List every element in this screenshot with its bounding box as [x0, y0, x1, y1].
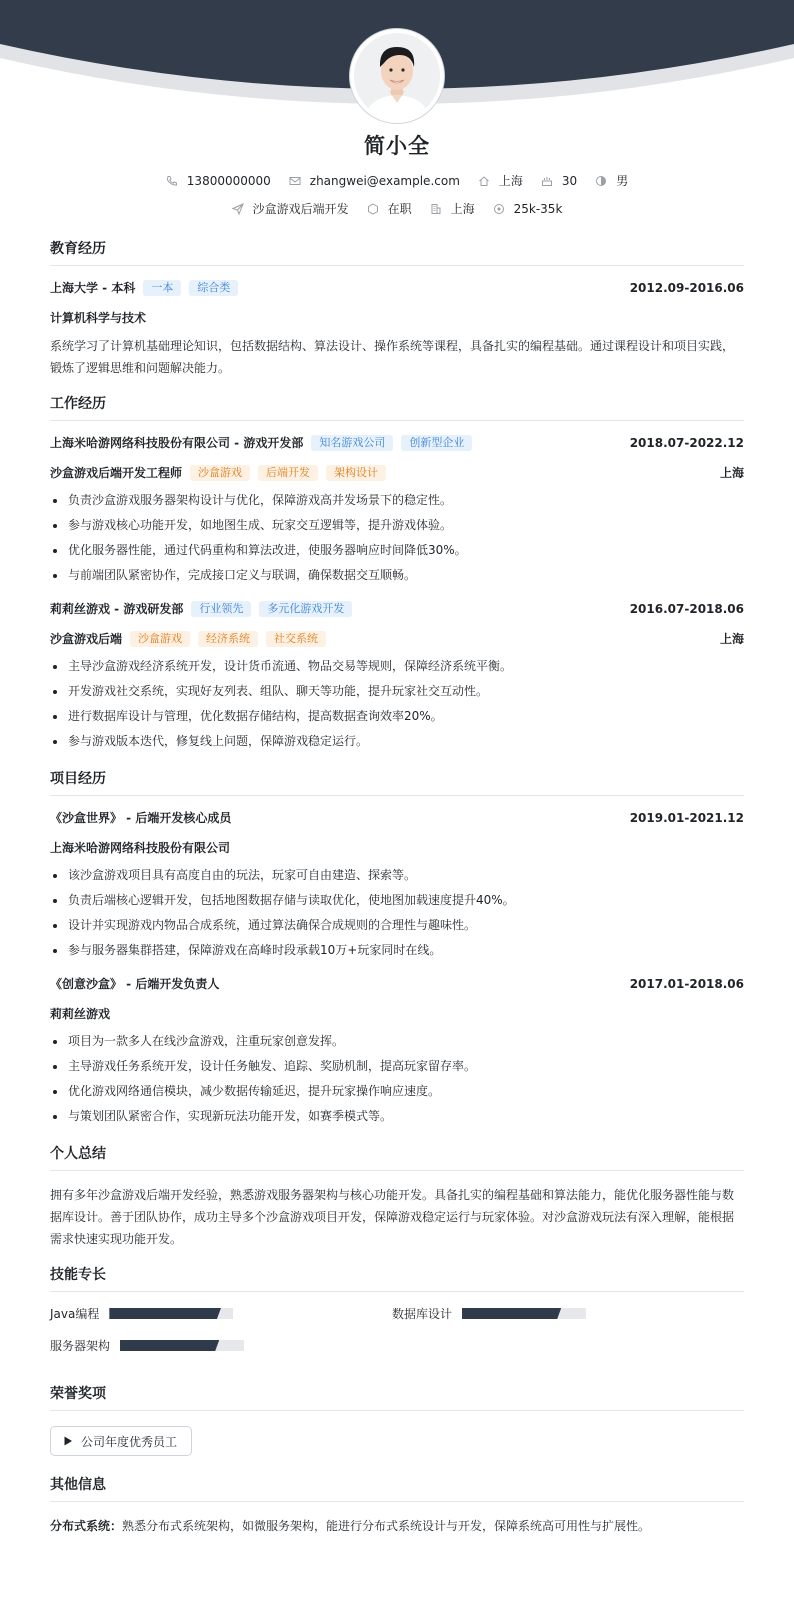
other-section: [50, 1474, 744, 1537]
skill-bar: [109, 1308, 233, 1319]
summary-text: 拥有多年沙盒游戏后端开发经验，熟悉游戏服务器架构与核心功能开发。具备扎实的编程基础和算法能力，能优化服务器性能与数据库设计。善于团队协作，成功主导多个沙盒游戏项目开发，保障游戏稳定运行与玩家体验。对沙盒游戏玩法有深入理解，能根据需求快速实现功能开发。: [50, 1188, 735, 1246]
section-title-education: 教育经历: [50, 238, 744, 266]
company-tag: 知名游戏公司: [311, 435, 393, 451]
avatar: [349, 28, 445, 124]
projects-section: [50, 768, 744, 1129]
work-bullets: [50, 488, 744, 588]
list-item: 项目为一款多人在线沙盒游戏，注重玩家创意发挥。: [50, 1029, 744, 1054]
age-item: [541, 174, 577, 188]
project-title: 《创意沙盒》 - 后端开发负责人: [50, 977, 220, 991]
work-period: 2018.07-2022.12: [629, 436, 744, 450]
age-text: 30: [561, 173, 578, 188]
other-key: 分布式系统：: [50, 1519, 123, 1533]
skill-bar-fill: [109, 1308, 221, 1319]
cake-icon: [541, 175, 553, 187]
award-label: 公司年度优秀员工: [81, 1434, 178, 1449]
company-tag: 行业领先: [191, 601, 251, 617]
contact-row: [0, 172, 794, 189]
project-org: 莉莉丝游戏: [50, 1007, 111, 1021]
project-entry: [50, 975, 744, 1129]
work-city: 上海: [719, 466, 744, 480]
skill-item: [392, 1305, 586, 1322]
skill-bar: [462, 1308, 586, 1319]
target-job-item: [232, 200, 349, 217]
list-item: 进行数据库设计与管理，优化数据存储结构，提高数据查询效率20%。: [50, 704, 744, 729]
job-role: 沙盒游戏后端开发工程师: [50, 466, 183, 480]
role-tag: 沙盒游戏: [190, 465, 250, 481]
skill-bar-fill: [120, 1340, 219, 1351]
project-bullets: [50, 1029, 744, 1129]
project-title: 《沙盒世界》 - 后端开发核心成员: [50, 811, 232, 825]
work-city: 上海: [719, 632, 744, 646]
education-period: 2012.09-2016.06: [629, 281, 744, 295]
list-item: 与策划团队紧密合作，实现新玩法功能开发，如赛季模式等。: [50, 1104, 744, 1129]
gender-text: 男: [616, 174, 629, 188]
project-period: 2017.01-2018.06: [629, 977, 744, 991]
role-tag: 社交系统: [266, 631, 326, 647]
company-tag: 多元化游戏开发: [259, 601, 352, 617]
work-entry: [50, 600, 744, 754]
major-line: [50, 309, 744, 327]
role-tag: 架构设计: [326, 465, 386, 481]
list-item: 优化游戏网络通信模块，减少数据传输延迟，提升玩家操作响应速度。: [50, 1079, 744, 1104]
building-icon: [430, 203, 442, 215]
phone-icon: [166, 175, 178, 187]
school-name: 上海大学 - 本科: [50, 281, 136, 295]
list-item: 参与服务器集群搭建，保障游戏在高峰时段承载10万+玩家同时在线。: [50, 938, 744, 963]
work-entry: [50, 434, 744, 588]
skill-name: Java编程: [50, 1307, 100, 1321]
section-title-summary: 个人总结: [50, 1143, 744, 1171]
list-item: 主导沙盒游戏经济系统开发，设计货币流通、物品交易等规则，保障经济系统平衡。: [50, 654, 744, 679]
email-text: zhangwei@example.com: [309, 173, 460, 188]
list-item: 参与游戏版本迭代，修复线上问题，保障游戏稳定运行。: [50, 729, 744, 754]
list-item: 负责沙盒游戏服务器架构设计与优化，保障游戏高并发场景下的稳定性。: [50, 488, 744, 513]
list-item: 开发游戏社交系统，实现好友列表、组队、聊天等功能，提升玩家社交互动性。: [50, 679, 744, 704]
role-tag: 经济系统: [198, 631, 258, 647]
job-intent-row: [0, 200, 794, 217]
work-section: [50, 393, 744, 754]
status-text: 在职: [387, 202, 412, 216]
list-item: 主导游戏任务系统开发，设计任务触发、追踪、奖励机制，提高玩家留存率。: [50, 1054, 744, 1079]
list-item: 该沙盒游戏项目具有高度自由的玩法，玩家可自由建造、探索等。: [50, 863, 744, 888]
section-title-other: 其他信息: [50, 1474, 744, 1502]
list-item: 优化服务器性能，通过代码重构和算法改进，使服务器响应时间降低30%。: [50, 538, 744, 563]
company-name: 上海米哈游网络科技股份有限公司 - 游戏开发部: [50, 436, 304, 450]
gender-icon: [595, 175, 607, 187]
hexagon-icon: [367, 203, 379, 215]
role-tag: 沙盒游戏: [130, 631, 190, 647]
mail-icon: [289, 175, 301, 187]
school-tag: 综合类: [189, 280, 238, 296]
job-role: 沙盒游戏后端: [50, 632, 123, 646]
salary-item: [493, 202, 563, 216]
work-period: 2016.07-2018.06: [629, 602, 744, 616]
skills-section: [50, 1264, 744, 1369]
other-value: 熟悉分布式系统架构，如微服务架构，能进行分布式系统设计与开发，保障系统高可用性与扩展性。: [122, 1519, 651, 1533]
target-city-text: 上海: [450, 202, 475, 216]
status-item: [367, 200, 412, 217]
target-job-text: 沙盒游戏后端开发: [252, 202, 349, 216]
education-section: [50, 238, 744, 379]
resume-body: [50, 238, 744, 1551]
section-title-projects: 项目经历: [50, 768, 744, 796]
company-name: 莉莉丝游戏 - 游戏研发部: [50, 602, 184, 616]
section-title-awards: 荣誉奖项: [50, 1383, 744, 1411]
home-icon: [478, 175, 490, 187]
target-city-item: [430, 200, 475, 217]
list-item: 参与游戏核心功能开发，如地图生成、玩家交互逻辑等，提升游戏体验。: [50, 513, 744, 538]
skill-name: 数据库设计: [392, 1307, 453, 1321]
skills-list: [50, 1305, 744, 1369]
skill-bar: [120, 1340, 244, 1351]
skill-name: 服务器架构: [50, 1339, 111, 1353]
phone-item: [166, 174, 271, 188]
list-item: 负责后端核心逻辑开发，包括地图数据存储与读取优化，使地图加载速度提升40%。: [50, 888, 744, 913]
project-bullets: [50, 863, 744, 963]
awards-section: [50, 1383, 744, 1460]
candidate-name: 简小全: [364, 134, 430, 158]
school-tag: 一本: [143, 280, 181, 296]
phone-text: 13800000000: [186, 173, 271, 188]
award-item[interactable]: [50, 1426, 192, 1456]
role-tag: 后端开发: [258, 465, 318, 481]
skill-item: [50, 1305, 233, 1322]
list-item: 与前端团队紧密协作，完成接口定义与联调，确保数据交互顺畅。: [50, 563, 744, 588]
email-item: [289, 174, 460, 188]
send-icon: [232, 203, 244, 215]
project-period: 2019.01-2021.12: [629, 811, 744, 825]
section-title-skills: 技能专长: [50, 1264, 744, 1292]
salary-text: 25k-35k: [513, 201, 563, 216]
location-text: 上海: [498, 174, 523, 188]
project-org: 上海米哈游网络科技股份有限公司: [50, 841, 231, 855]
play-triangle-icon: [63, 1436, 73, 1446]
company-tag: 创新型企业: [401, 435, 472, 451]
education-header: [50, 279, 744, 297]
gender-item: [595, 172, 628, 189]
location-item: [478, 172, 523, 189]
work-bullets: [50, 654, 744, 754]
education-description: 系统学习了计算机基础理论知识，包括数据结构、算法设计、操作系统等课程，具备扎实的编程基础。通过课程设计和项目实践，锻炼了逻辑思维和问题解决能力。: [50, 339, 735, 375]
section-title-work: 工作经历: [50, 393, 744, 421]
project-entry: [50, 809, 744, 963]
skill-item: [50, 1337, 244, 1354]
other-item: [50, 1515, 744, 1537]
skill-bar-fill: [462, 1308, 561, 1319]
list-item: 设计并实现游戏内物品合成系统，通过算法确保合成规则的合理性与趣味性。: [50, 913, 744, 938]
major: 计算机科学与技术: [50, 311, 147, 325]
summary-section: [50, 1143, 744, 1250]
coin-icon: [493, 203, 505, 215]
